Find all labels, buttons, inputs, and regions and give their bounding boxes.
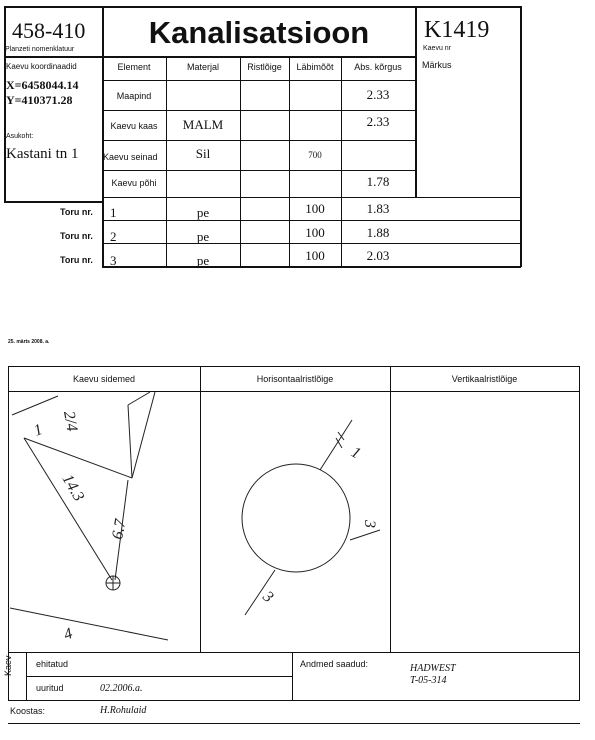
row-material: Sil bbox=[195, 146, 211, 161]
row-element: Maapind bbox=[116, 91, 152, 101]
pipe-label: Toru nr. bbox=[60, 207, 93, 217]
data-source-value: T-05-314 bbox=[410, 675, 447, 686]
measure-line bbox=[24, 438, 112, 580]
sketch-label: 6.7 bbox=[109, 518, 130, 541]
col-header-diameter: Läbimõõt bbox=[296, 62, 334, 72]
row-element: Kaevu seinad bbox=[103, 152, 158, 162]
coord-y: Y=410371.28 bbox=[6, 93, 73, 107]
pipe-nr: 2 bbox=[110, 229, 117, 244]
pipe-diameter: 100 bbox=[305, 201, 325, 216]
page-title: Kanalisatsioon bbox=[148, 15, 370, 50]
row-abs: 2.33 bbox=[366, 114, 390, 129]
pipe-diameter: 100 bbox=[305, 248, 325, 263]
address-caption: Asukoht: bbox=[6, 133, 34, 140]
sheet-caption: Planzeti nomenklatuur bbox=[5, 46, 75, 53]
surveyed-value: 02.2006.a. bbox=[100, 683, 143, 694]
sketch-label: 4 bbox=[61, 625, 75, 644]
pipe-material: pe bbox=[196, 229, 210, 244]
road-line bbox=[10, 608, 168, 640]
building-outline bbox=[128, 392, 150, 478]
pipe-nr: 1 bbox=[110, 205, 117, 220]
pipe-label: Toru nr. bbox=[60, 231, 93, 241]
sheet-number: 458-410 bbox=[12, 18, 86, 43]
sketch-label: 14.3 bbox=[58, 471, 88, 505]
sketch-label: 3 bbox=[259, 588, 277, 607]
remarks-header: Märkus bbox=[422, 60, 452, 70]
building-outline bbox=[12, 396, 58, 415]
row-element: Kaevu kaas bbox=[110, 121, 158, 131]
data-source-value: HADWEST bbox=[410, 663, 456, 674]
sketch-label: 2/4 bbox=[60, 409, 81, 433]
well-id-caption: Kaevu nr bbox=[423, 45, 452, 52]
col-header-element: Element bbox=[117, 62, 151, 72]
well-circle bbox=[242, 464, 350, 572]
row-diameter: 700 bbox=[308, 150, 322, 160]
col-header-horizontal: Horisontaalristlõige bbox=[256, 374, 334, 384]
sketch-label: 1 bbox=[31, 421, 45, 440]
built-label: ehitatud bbox=[36, 659, 69, 669]
pipe-diameter: 100 bbox=[305, 225, 325, 240]
pipe-line bbox=[350, 530, 380, 540]
pipe-material: pe bbox=[196, 253, 210, 268]
sketch-label: 1 bbox=[348, 443, 364, 463]
pipe-abs: 1.88 bbox=[366, 225, 390, 240]
pipe-nr: 3 bbox=[110, 253, 117, 268]
col-header-section: Ristlõige bbox=[247, 62, 282, 72]
measure-line bbox=[24, 438, 132, 478]
col-header-material: Materjal bbox=[186, 62, 219, 72]
surveyed-label: uuritud bbox=[36, 683, 64, 693]
well-id: K1419 bbox=[424, 17, 490, 43]
pipe-label: Toru nr. bbox=[60, 255, 93, 265]
data-source-label: Andmed saadud: bbox=[300, 659, 369, 669]
row-material: MALM bbox=[182, 117, 224, 132]
col-header-vertical: Vertikaalristlõige bbox=[451, 374, 518, 384]
author-value: H.Rohulaid bbox=[100, 705, 147, 716]
pipe-material: pe bbox=[196, 205, 210, 220]
row-abs: 2.33 bbox=[366, 87, 390, 102]
address: Kastani tn 1 bbox=[6, 146, 79, 162]
pipe-abs: 1.83 bbox=[366, 201, 390, 216]
coords-caption: Kaevu koordinaadid bbox=[6, 62, 77, 71]
pipe-line bbox=[320, 420, 352, 470]
row-element: Kaevu põhi bbox=[111, 178, 157, 188]
building-outline bbox=[132, 392, 155, 478]
sketch-label: 3 bbox=[361, 520, 378, 528]
pipe-abs: 2.03 bbox=[366, 248, 390, 263]
footer-side-label: Kaev bbox=[3, 655, 13, 676]
col-header-abs: Abs. kõrgus bbox=[354, 62, 402, 72]
date-line: 25. märts 2008. a. bbox=[8, 339, 50, 345]
author-label: Koostas: bbox=[10, 706, 46, 716]
col-header-links: Kaevu sidemed bbox=[72, 374, 136, 384]
coord-x: X=6458044.14 bbox=[6, 78, 79, 92]
row-abs: 1.78 bbox=[366, 174, 390, 189]
